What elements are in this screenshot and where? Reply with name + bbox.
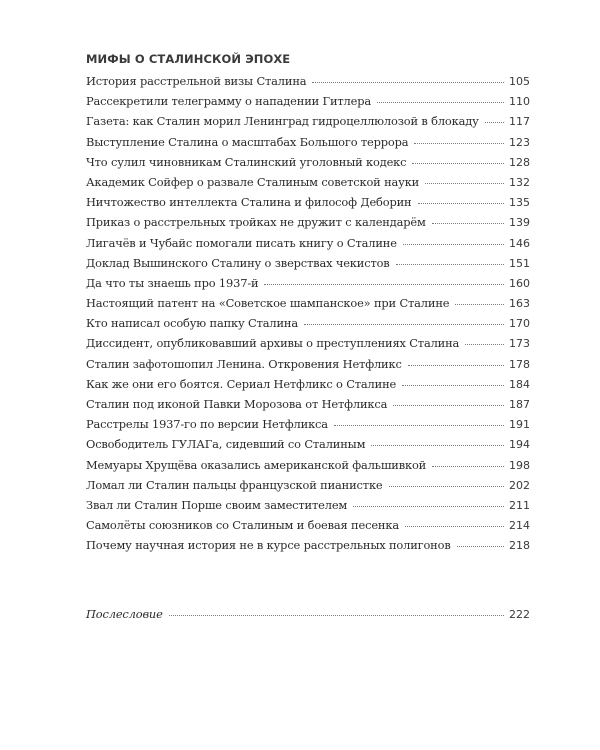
dot-leader (403, 243, 504, 245)
toc-entry-page: 117 (509, 115, 530, 129)
toc-entry-page: 198 (509, 458, 530, 472)
toc-entry-page: 218 (509, 539, 530, 553)
toc-entry-title: История расстрельной визы Сталина (86, 74, 307, 88)
toc-entry[interactable] (86, 437, 530, 457)
toc-entry[interactable] (86, 518, 530, 538)
dot-leader (334, 424, 504, 426)
toc-entry-page: 132 (509, 175, 530, 189)
toc-entry-page: 139 (509, 216, 530, 230)
toc-entry-page: 151 (509, 256, 530, 270)
toc-entry-title: Как же они его боятся. Сериал Нетфликс о Сталине (86, 376, 397, 391)
toc-entry[interactable] (86, 357, 530, 377)
toc-entry[interactable] (86, 316, 530, 336)
dot-leader (393, 404, 504, 406)
dot-leader (353, 505, 504, 507)
toc-entry[interactable] (86, 94, 530, 114)
toc-entry[interactable] (86, 215, 530, 235)
afterword-page: 222 (509, 608, 530, 621)
toc-entry-title: Настоящий патент на «Советское шампанское» при Сталине (86, 296, 450, 311)
dot-leader (396, 263, 504, 265)
toc-entry-title: Рассекретили телеграмму о нападении Гитлера (86, 94, 372, 109)
dot-leader (414, 142, 504, 144)
toc-entry-title: Ничтожество интеллекта Сталина и философ Деборин (86, 195, 412, 210)
toc-entry-title: Да что ты знаешь про 1937-й (86, 275, 259, 290)
toc-entry-page: 202 (509, 478, 530, 492)
toc-entry-page: 170 (509, 317, 530, 331)
toc-entry-title: Звал ли Сталин Порше своим заместителем (86, 497, 348, 512)
toc-entry[interactable] (86, 74, 530, 94)
toc-entry[interactable] (86, 195, 530, 215)
toc-entry-title: Выступление Сталина о масштабах Большого террора (86, 134, 409, 149)
toc-entry-title: Доклад Вышинского Сталину о зверствах чекистов (86, 255, 390, 270)
table-of-contents (86, 74, 530, 559)
dot-leader (169, 614, 504, 616)
toc-entry-title: Кто написал особую папку Сталина (86, 316, 299, 331)
dot-leader (389, 485, 505, 487)
dot-leader (312, 81, 504, 83)
toc-entry-page: 184 (509, 377, 530, 391)
dot-leader (425, 182, 504, 184)
toc-entry-title: Газета: как Сталин морил Ленинград гидроцеллюлозой в блокаду (86, 114, 479, 129)
toc-entry-page: 191 (509, 418, 530, 432)
toc-entry-title: Самолёты союзников со Сталиным и боевая песенка (86, 518, 399, 533)
dot-leader (405, 525, 504, 527)
toc-entry[interactable] (86, 236, 530, 256)
dot-leader (465, 343, 504, 345)
toc-entry[interactable] (86, 458, 530, 478)
toc-entry[interactable] (86, 336, 530, 356)
toc-entry[interactable] (86, 478, 530, 498)
dot-leader (264, 283, 504, 285)
toc-entry-afterword[interactable] (86, 607, 530, 621)
toc-entry-title: Что сулил чиновникам Сталинский уголовный кодекс (86, 154, 407, 169)
toc-entry-title: Мемуары Хрущёва оказались американской фальшивкой (86, 457, 427, 472)
toc-entry-page: 123 (509, 135, 530, 149)
toc-entry-title: Приказ о расстрельных тройках не дружит с календарём (86, 215, 426, 230)
dot-leader (457, 545, 504, 547)
toc-entry-page: 135 (509, 196, 530, 210)
toc-entry[interactable] (86, 114, 530, 134)
dot-leader (402, 384, 504, 386)
toc-entry[interactable] (86, 256, 530, 276)
toc-entry-page: 128 (509, 155, 530, 169)
toc-entry-page: 178 (509, 357, 530, 371)
toc-entry-title: Ломал ли Сталин пальцы французской пианистке (86, 477, 383, 492)
toc-entry-page: 105 (509, 75, 530, 88)
toc-entry-page: 160 (509, 276, 530, 290)
toc-entry-page: 187 (509, 398, 530, 411)
toc-entry-title: Лигачёв и Чубайс помогали писать книгу о Сталине (86, 235, 397, 250)
toc-entry-page: 211 (509, 498, 530, 512)
dot-leader (455, 303, 504, 305)
toc-entry-title: Освободитель ГУЛАГа, сидевший со Сталиным (86, 437, 366, 452)
dot-leader (418, 202, 505, 204)
afterword-title: Послесловие (86, 607, 163, 621)
toc-entry-title: Академик Сойфер о развале Сталиным советской науки (86, 174, 420, 189)
dot-leader (304, 323, 504, 325)
toc-entry-page: 194 (509, 438, 530, 452)
toc-entry[interactable] (86, 276, 530, 296)
toc-entry-title: Сталин под иконой Павки Морозова от Нетфликса (86, 397, 388, 411)
toc-entry[interactable] (86, 417, 530, 437)
toc-entry-title: Сталин зафотошопил Ленина. Откровения Нетфликс (86, 356, 402, 371)
dot-leader (371, 444, 504, 446)
toc-entry-title: Почему научная история не в курсе расстрельных полигонов (86, 538, 451, 553)
dot-leader (485, 121, 504, 123)
dot-leader (377, 101, 504, 103)
toc-entry[interactable] (86, 538, 530, 558)
toc-entry[interactable] (86, 397, 530, 417)
dot-leader (412, 162, 504, 164)
toc-entry-title: Расстрелы 1937-го по версии Нетфликса (86, 417, 328, 432)
section-title: МИФЫ О СТАЛИНСКОЙ ЭПОХЕ (86, 52, 291, 66)
toc-entry-page: 146 (509, 236, 530, 250)
toc-entry-title: Диссидент, опубликовавший архивы о преступлениях Сталина (86, 336, 460, 351)
toc-entry[interactable] (86, 377, 530, 397)
toc-entry[interactable] (86, 155, 530, 175)
toc-entry[interactable] (86, 175, 530, 195)
toc-entry-page: 163 (509, 297, 530, 311)
toc-entry-page: 110 (509, 95, 530, 109)
toc-entry-page: 214 (509, 519, 530, 533)
dot-leader (432, 465, 504, 467)
toc-entry[interactable] (86, 498, 530, 518)
dot-leader (408, 364, 504, 366)
toc-entry-page: 173 (509, 337, 530, 351)
dot-leader (432, 222, 504, 224)
toc-entry[interactable] (86, 296, 530, 316)
toc-entry[interactable] (86, 135, 530, 155)
